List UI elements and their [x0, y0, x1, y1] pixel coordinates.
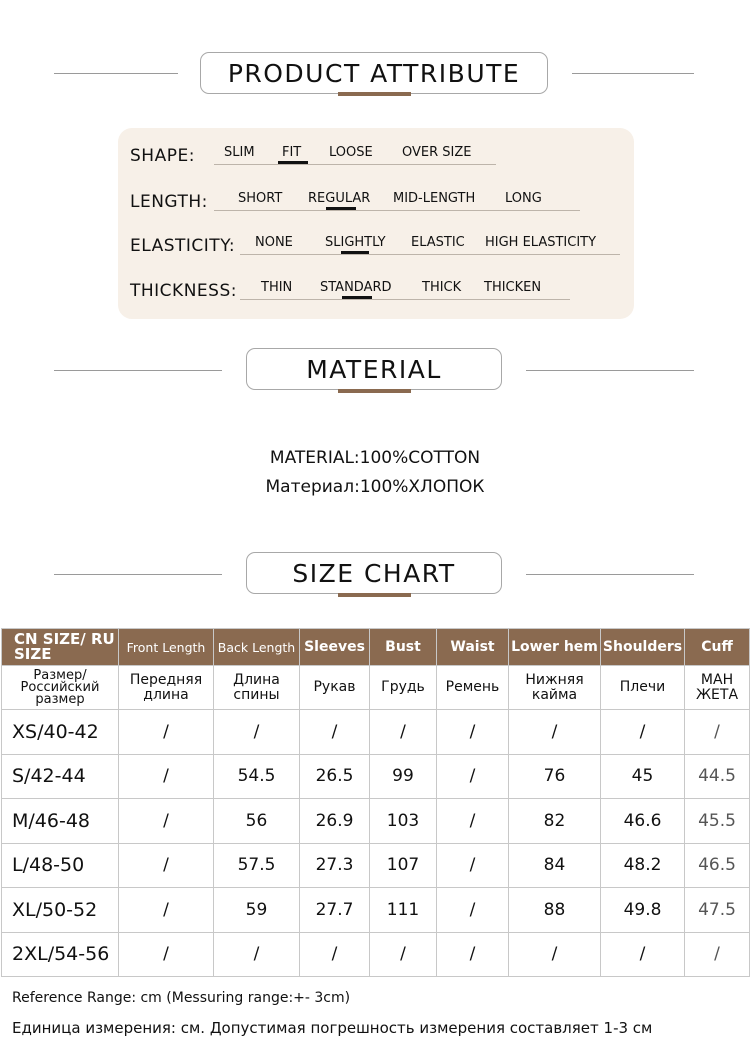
- header-cell: Передняя длина: [119, 666, 214, 710]
- header-cell: Front Length: [119, 629, 214, 666]
- title-underline: [338, 92, 411, 96]
- header-cell: Длина спины: [214, 666, 300, 710]
- header-cell: Lower hem: [509, 629, 601, 666]
- attribute-option: MID-LENGTH: [393, 191, 476, 206]
- header-cell: Waist: [437, 629, 509, 666]
- value-cell: /: [685, 932, 750, 977]
- table-row: [2, 843, 750, 888]
- attribute-option: OVER SIZE: [402, 145, 472, 160]
- value-cell: 76: [509, 754, 601, 799]
- attribute-row-thickness: [118, 275, 634, 305]
- header-cell: CN SIZE/ RU SIZE: [2, 629, 119, 666]
- value-cell: 107: [370, 843, 437, 888]
- header-cell: Bust: [370, 629, 437, 666]
- table-header-en: [2, 629, 750, 666]
- value-cell: /: [119, 932, 214, 977]
- attribute-label: ELASTICITY:: [130, 236, 236, 256]
- value-cell: 88: [509, 888, 601, 933]
- attribute-option: THIN: [261, 280, 293, 295]
- value-cell: 49.8: [601, 888, 685, 933]
- value-cell: 54.5: [214, 754, 300, 799]
- reference-note-en: Reference Range: cm (Messuring range:+- 3cm): [12, 990, 351, 1006]
- table-row: [2, 888, 750, 933]
- value-cell: 27.3: [300, 843, 370, 888]
- table-row: [2, 710, 750, 755]
- value-cell: 84: [509, 843, 601, 888]
- attribute-option-selected: SLIGHTLY: [325, 235, 386, 250]
- attribute-row-length: [118, 186, 634, 216]
- divider-right: [526, 574, 694, 575]
- attribute-line: [214, 164, 496, 165]
- header-cell: Sleeves: [300, 629, 370, 666]
- attribute-option: THICK: [422, 280, 462, 295]
- value-cell: 26.5: [300, 754, 370, 799]
- attribute-option: ELASTIC: [411, 235, 465, 250]
- divider-left: [54, 73, 178, 74]
- value-cell: 99: [370, 754, 437, 799]
- size-chart-table: [1, 628, 750, 977]
- header-cell: МАН ЖЕТА: [685, 666, 750, 710]
- size-cell: M/46-48: [2, 799, 119, 844]
- value-cell: 48.2: [601, 843, 685, 888]
- value-cell: /: [370, 710, 437, 755]
- attribute-panel: [118, 128, 634, 319]
- title-underline: [338, 389, 411, 393]
- attribute-option: THICKEN: [484, 280, 542, 295]
- attribute-option: LOOSE: [329, 145, 373, 160]
- value-cell: /: [437, 799, 509, 844]
- section-title-size-chart: SIZE CHART: [246, 552, 502, 594]
- value-cell: 27.7: [300, 888, 370, 933]
- value-cell: /: [437, 843, 509, 888]
- value-cell: /: [119, 710, 214, 755]
- attribute-option-selected: REGULAR: [308, 191, 371, 206]
- table-row: [2, 799, 750, 844]
- attribute-option: LONG: [505, 191, 542, 206]
- divider-left: [54, 370, 222, 371]
- value-cell: 103: [370, 799, 437, 844]
- size-cell: XL/50-52: [2, 888, 119, 933]
- attribute-option: SHORT: [238, 191, 283, 206]
- value-cell: 111: [370, 888, 437, 933]
- value-cell: /: [601, 710, 685, 755]
- attribute-option: HIGH ELASTICITY: [485, 235, 597, 250]
- attribute-line: [240, 299, 570, 300]
- value-cell: 46.5: [685, 843, 750, 888]
- divider-left: [54, 574, 222, 575]
- material-en: MATERIAL:100%COTTON: [269, 448, 481, 468]
- attribute-label: SHAPE:: [130, 146, 195, 166]
- value-cell: /: [509, 932, 601, 977]
- header-cell: Плечи: [601, 666, 685, 710]
- value-cell: /: [437, 932, 509, 977]
- value-cell: /: [437, 888, 509, 933]
- attribute-option: SLIM: [224, 145, 255, 160]
- material-ru: Материал:100%ХЛОПОК: [265, 477, 485, 497]
- header-cell: Размер/ Российский размер: [2, 666, 119, 710]
- value-cell: /: [300, 710, 370, 755]
- value-cell: 82: [509, 799, 601, 844]
- value-cell: /: [437, 754, 509, 799]
- value-cell: /: [214, 710, 300, 755]
- size-cell: XS/40-42: [2, 710, 119, 755]
- attribute-row-elasticity: [118, 230, 634, 260]
- value-cell: 56: [214, 799, 300, 844]
- divider-right: [526, 370, 694, 371]
- section-title-material: MATERIAL: [246, 348, 502, 390]
- attribute-option-selected: FIT: [282, 145, 302, 160]
- value-cell: /: [685, 710, 750, 755]
- value-cell: /: [601, 932, 685, 977]
- size-cell: 2XL/54-56: [2, 932, 119, 977]
- attribute-option: NONE: [255, 235, 293, 250]
- attribute-option-selected: STANDARD: [320, 280, 392, 295]
- table-row: [2, 754, 750, 799]
- size-cell: L/48-50: [2, 843, 119, 888]
- value-cell: /: [214, 932, 300, 977]
- value-cell: 26.9: [300, 799, 370, 844]
- header-cell: Рукав: [300, 666, 370, 710]
- reference-note-ru: Единица измерения: см. Допустимая погрешность измерения составляет 1-3 см: [12, 1019, 653, 1037]
- value-cell: 45: [601, 754, 685, 799]
- value-cell: /: [119, 888, 214, 933]
- value-cell: /: [119, 754, 214, 799]
- attribute-row-shape: [118, 140, 634, 170]
- title-underline: [338, 593, 411, 597]
- value-cell: 57.5: [214, 843, 300, 888]
- attribute-label: THICKNESS:: [130, 281, 237, 301]
- value-cell: /: [119, 799, 214, 844]
- header-cell: Shoulders: [601, 629, 685, 666]
- value-cell: 47.5: [685, 888, 750, 933]
- table-header-ru: [2, 666, 750, 710]
- header-cell: Нижняя кайма: [509, 666, 601, 710]
- value-cell: 44.5: [685, 754, 750, 799]
- header-cell: Ремень: [437, 666, 509, 710]
- value-cell: 46.6: [601, 799, 685, 844]
- value-cell: 45.5: [685, 799, 750, 844]
- divider-right: [572, 73, 694, 74]
- header-cell: Грудь: [370, 666, 437, 710]
- table-row: [2, 932, 750, 977]
- attribute-label: LENGTH:: [130, 192, 208, 212]
- header-cell: Back Length: [214, 629, 300, 666]
- size-cell: S/42-44: [2, 754, 119, 799]
- value-cell: /: [437, 710, 509, 755]
- value-cell: /: [300, 932, 370, 977]
- attribute-line: [214, 210, 580, 211]
- value-cell: /: [370, 932, 437, 977]
- value-cell: 59: [214, 888, 300, 933]
- attribute-line: [240, 254, 620, 255]
- value-cell: /: [509, 710, 601, 755]
- header-cell: Cuff: [685, 629, 750, 666]
- value-cell: /: [119, 843, 214, 888]
- section-title-product-attribute: PRODUCT ATTRIBUTE: [200, 52, 548, 94]
